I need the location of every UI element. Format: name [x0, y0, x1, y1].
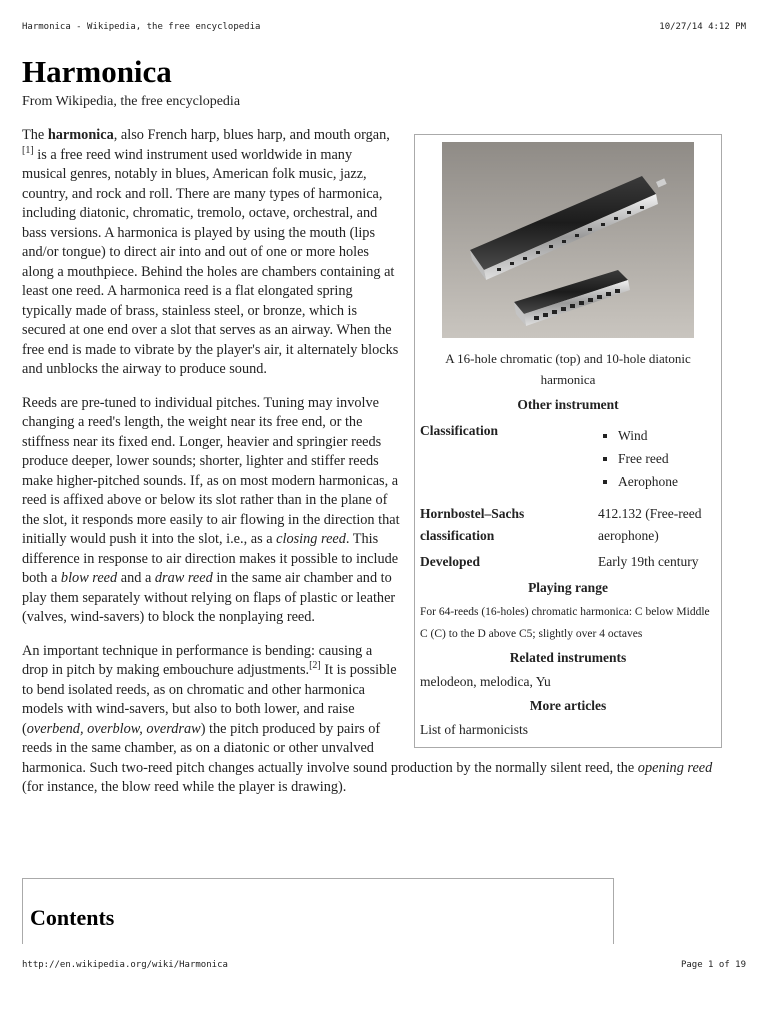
infobox-image [420, 139, 716, 346]
p1-lead: The [22, 127, 48, 143]
hornbostel-sachs-value[interactable]: 412.132 (Free-reed aerophone) [598, 506, 702, 543]
reference-1-link[interactable]: [1] [22, 144, 34, 156]
related-instruments-text[interactable]: melodeon, melodica, Yu [420, 674, 551, 689]
classification-item-free-reed[interactable]: ▪ Free reed [618, 447, 716, 470]
playing-range-text: For 64-reeds (16-holes) chromatic harmonica: C below Middle C (C) to the D above C5; slightly over 4 octaves [420, 606, 710, 640]
developed-label: Developed [420, 554, 480, 569]
table-of-contents [22, 878, 614, 944]
p2-text-c: and a [117, 570, 155, 586]
p1-text-b: is a free reed wind instrument used worldwide in many musical genres, notably in blues, American folk music, jazz, country, and rock and roll. There are many types of harmonica, including diatonic, chromatic, tremolo, octave, orchestral, and bass versions. A harmonica is played by using the mouth (lips and/or tongue) to direct air into and out of one or more holes along a mouthpiece. Behind the holes are chambers containing at least one reed. A harmonica reed is a flat elongated spring typically made of brass, stainless steel, or bronze, which is secured at one end over a slot that serves as an airway. When the free end is made to vibrate by the player's air, it alternately blocks and unblocks the airway to produce sound. [22, 146, 399, 377]
classification-value [598, 418, 716, 495]
infobox-section-more: More articles [529, 698, 607, 713]
p1-bold-term: harmonica [47, 127, 114, 143]
print-page-number: Page 1 of 19 [680, 960, 746, 970]
print-datetime: 10/27/14 4:12 PM [659, 22, 746, 32]
more-articles-link[interactable]: List of harmonicists [420, 722, 528, 737]
classification-item-wind[interactable]: ▪ Wind [618, 424, 716, 447]
infobox [414, 134, 722, 748]
infobox-caption: A 16-hole chromatic (top) and 10-hole diatonic harmonica [445, 351, 691, 387]
developed-value: Early 19th century [598, 554, 699, 569]
p3-italic-overbend: overbend, overblow, overdraw [26, 720, 201, 737]
hornbostel-sachs-label: Hornbostel–Sachs classification [420, 506, 525, 543]
print-footer [22, 960, 746, 972]
p2-text-d: in the same air chamber and to play them separately without relying on flaps of plastic or leather (valves, wind-savers) to block the nonplaying reed. [22, 570, 396, 625]
harmonica-photo [442, 142, 694, 338]
infobox-section-range: Playing range [528, 580, 608, 595]
p2-italic-blow-reed: blow reed [60, 570, 118, 586]
print-page-title: Harmonica - Wikipedia, the free encyclopedia [22, 22, 261, 32]
classification-label: Classification [420, 423, 499, 438]
p3-text-c: ) the pitch produced by pairs of reeds in the same chamber, as on a diatonic or other unvalved harmonica. Such two-reed pitch changes actually involve sound production by the normally silent reed, the [22, 720, 638, 776]
classification-item-aerophone[interactable]: ▪ Aerophone [618, 470, 716, 493]
p3-text-d: (for instance, the blow reed while the player is drawing). [22, 779, 347, 795]
p2-text-a: Reeds are pre-tuned to individual pitches. Tuning may involve changing a reed's length, the weight near its free end, or the stiffness near its fixed end. Longer, heavier and springier reeds produce deeper, lower sounds; shorter, lighter and stiffer reeds make higher-pitched sounds. If, as on most modern harmonicas, a reed is affixed above or below its slot rather than in the plane of the slot, it responds more easily to air flowing in the direction that initially would push it into the slot, i.e., as a [22, 394, 400, 547]
print-header [22, 22, 746, 34]
infobox-section-related: Related instruments [509, 650, 627, 665]
infobox-table [420, 418, 716, 575]
article-body [22, 126, 722, 812]
p3-text-a: An important technique in performance is bending: causing a drop in pitch by making embouchure adjustments. [22, 642, 373, 678]
page-title: Harmonica [22, 54, 172, 89]
print-url: http://en.wikipedia.org/wiki/Harmonica [22, 960, 228, 970]
p3-text-b: It is possible to bend isolated reeds, as on chromatic and other harmonica models with wind-savers, but also to both lower, and raise ( [22, 662, 397, 737]
p2-italic-closing-reed: closing reed [276, 531, 346, 547]
p3-italic-opening-reed: opening reed [637, 759, 713, 776]
page-subtitle: From Wikipedia, the free encyclopedia [22, 94, 241, 109]
contents-heading: Contents [30, 905, 115, 930]
p2-italic-draw-reed: draw reed [154, 570, 213, 586]
p2-text-b: . This difference in response to air direction makes it possible to include both a [22, 531, 399, 586]
reference-2-link[interactable]: [2] [309, 660, 321, 672]
p1-text-a: , also French harp, blues harp, and mouth organ, [113, 127, 390, 143]
classification-list [598, 424, 716, 493]
infobox-section-other: Other instrument [517, 397, 619, 412]
